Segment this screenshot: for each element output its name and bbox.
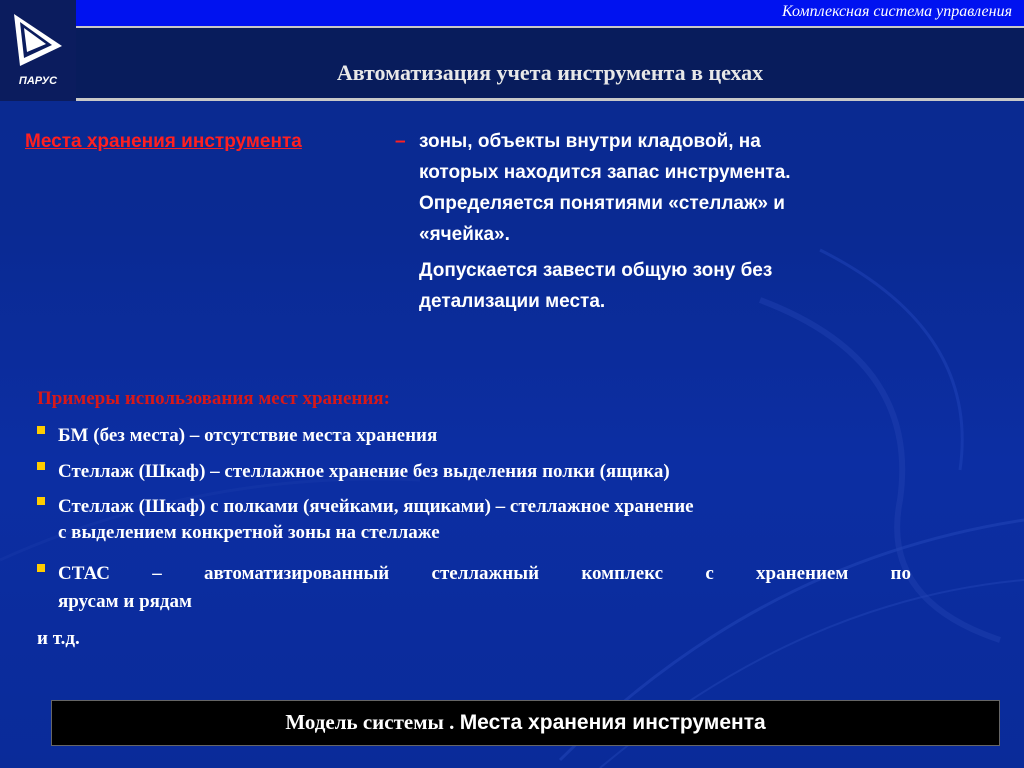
list-item-text: Стеллаж (Шкаф) с полками (ячейками, ящиками) – стеллажное хранение: [58, 496, 694, 517]
definition-line: которых находится запас инструмента.: [419, 162, 791, 183]
examples-heading: Примеры использования мест хранения:: [37, 388, 390, 409]
slide-title: Автоматизация учета инструмента в цехах: [336, 60, 764, 85]
bullet-square-icon: [37, 564, 45, 572]
definition-line: «ячейка».: [419, 224, 510, 245]
examples-etc: и т.д.: [37, 628, 80, 649]
list-item-continuation: ярусам и рядам: [58, 591, 192, 612]
definition-line: детализации места.: [419, 291, 606, 312]
list-item-text: Стеллаж (Шкаф) – стеллажное хранение без выделения полки (ящика): [58, 461, 670, 482]
footer-caption: [52, 710, 999, 735]
top-bar: [76, 0, 1024, 28]
sail-logo-icon: [0, 0, 76, 101]
logo-text: ПАРУС: [18, 75, 58, 87]
bullet-square-icon: [37, 462, 45, 470]
system-name: Комплексная система управления: [781, 3, 1012, 20]
list-item: [37, 419, 911, 452]
list-item-text: БМ (без места) – отсутствие места хранения: [58, 425, 438, 446]
bullet-square-icon: [37, 426, 45, 434]
definition-dash: –: [395, 131, 406, 152]
definition-line: зоны, объекты внутри кладовой, на: [419, 131, 761, 152]
definition-line: Определяется понятиями «стеллаж» и: [419, 193, 785, 214]
definition-term: Места хранения инструмента: [25, 131, 302, 152]
bullet-square-icon: [37, 497, 45, 505]
definition-line: Допускается завести общую зону без: [419, 260, 773, 281]
list-item: [37, 490, 911, 523]
list-item-text: СТАС – автоматизированный стеллажный комплекс с хранением по: [58, 563, 911, 584]
footer-caption-part1: Модель системы .: [285, 710, 455, 734]
list-item-continuation: с выделением конкретной зоны на стеллаже: [58, 522, 440, 543]
footer-caption-part2: Места хранения инструмента: [459, 711, 766, 734]
title-bar: [76, 28, 1024, 101]
list-item: [37, 557, 911, 590]
footer-bar: [51, 700, 1000, 746]
logo-panel: [0, 0, 76, 101]
list-item: [37, 455, 911, 488]
